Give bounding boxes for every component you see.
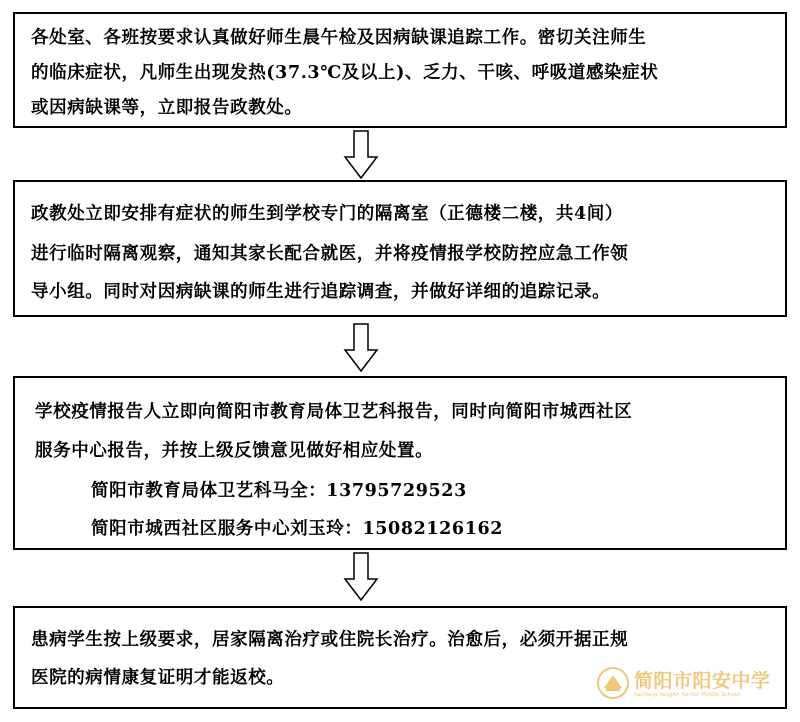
school-name: 简阳市阳安中学 <box>634 670 771 692</box>
flow-step-1 <box>13 12 787 128</box>
school-emblem-icon <box>596 666 630 700</box>
step-4-line-1: 患病学生按上级要求，居家隔离治疗或住院长治疗。治愈后，必须开据正规 <box>31 630 629 650</box>
step-3-contact-1: 简阳市教育局体卫艺科马全：13795729523 <box>91 481 467 501</box>
step-4-line-2: 医院的病情康复证明才能返校。 <box>31 668 285 688</box>
flow-step-3 <box>13 376 787 550</box>
step-2-line-2: 进行临时隔离观察，通知其家长配合就医，并将疫情报学校防控应急工作领 <box>31 244 629 264</box>
step-3-line-2: 服务中心报告，并按上级反馈意见做好相应处置。 <box>35 441 434 461</box>
flow-step-2 <box>13 180 787 317</box>
step-1-line-3: 或因病缺课等，立即报告政教处。 <box>31 98 303 118</box>
step-3-line-1: 学校疫情报告人立即向简阳市教育局体卫艺科报告，同时向简阳市城西社区 <box>35 402 633 422</box>
step-3-contact-2: 简阳市城西社区服务中心刘玉玲：15082126162 <box>91 519 504 539</box>
step-2-line-3: 导小组。同时对因病缺课的师生进行追踪调查，并做好详细的追踪记录。 <box>31 282 611 302</box>
down-arrow-icon <box>343 323 379 373</box>
step-1-line-1: 各处室、各班按要求认真做好师生晨午检及因病缺课追踪工作。密切关注师生 <box>31 28 647 48</box>
school-name-english: JianYang YangAn Senior Middle School <box>634 692 740 698</box>
step-1-line-2: 的临床症状，凡师生出现发热(37.3℃及以上)、乏力、干咳、呼吸道感染症状 <box>31 63 659 83</box>
down-arrow-icon <box>343 552 379 602</box>
down-arrow-icon <box>343 130 379 180</box>
school-watermark-logo <box>596 662 792 712</box>
step-2-line-1: 政教处立即安排有症状的师生到学校专门的隔离室（正德楼二楼，共4间） <box>31 204 623 224</box>
